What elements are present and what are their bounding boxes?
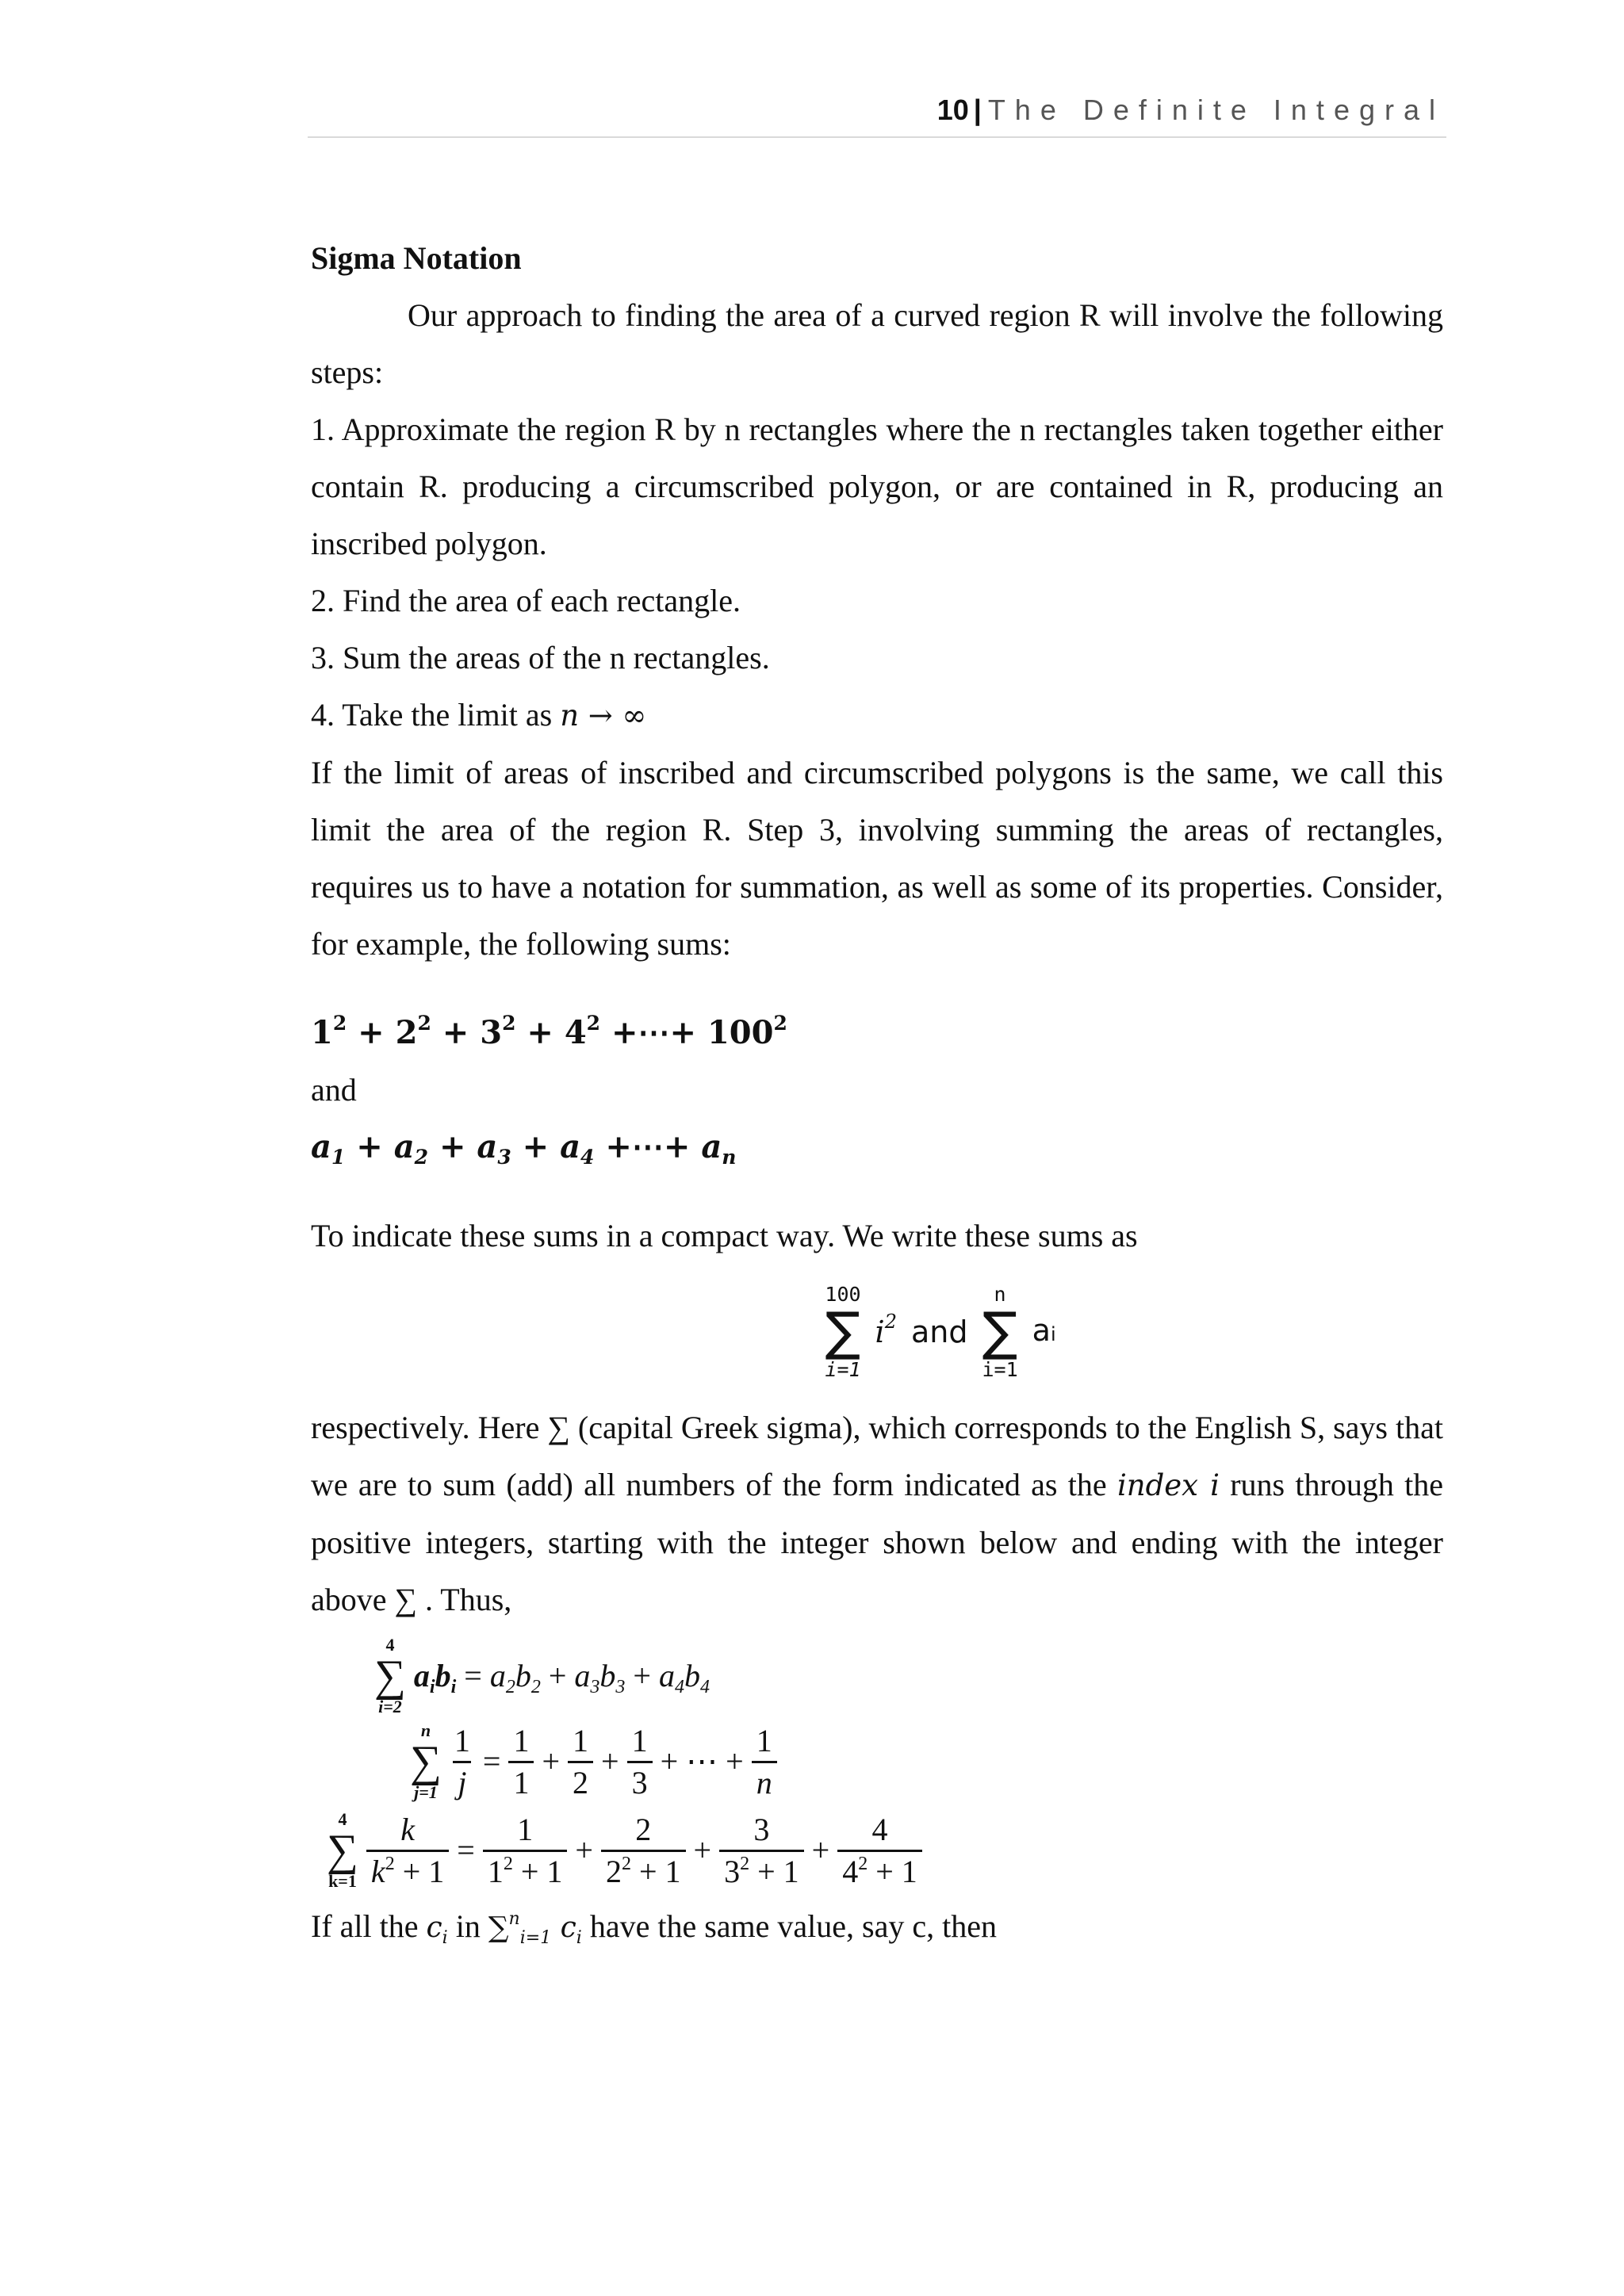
compact-sentence: To indicate these sums in a compact way. We write these sums as	[311, 1218, 1138, 1253]
final-text-1: If all the	[311, 1908, 419, 1944]
page-body	[311, 230, 1443, 1957]
step-4-limit: n → ∞	[560, 698, 647, 733]
sigma-2-lower: i=1	[982, 1358, 1018, 1381]
sum-of-squares-formula: $1^2 + 2^2 + 3^2 + 4^2$ +⋯+ $100^2$	[311, 1012, 787, 1051]
explanation-text-1: respectively. Here ∑ (capital Greek sigma), which corresponds to the English S, says that we are to sum (add) all numbers of the form indicated as the	[311, 1410, 1443, 1502]
index-i: index i	[1116, 1468, 1220, 1502]
sigma-notation-row	[311, 1265, 1443, 1399]
sigma-1	[825, 1284, 860, 1380]
final-text-2: in	[455, 1908, 481, 1944]
sigma-symbol: ∑	[982, 1301, 1018, 1362]
header-separator: |	[973, 94, 982, 126]
final-text-3: have the same value, say c, then	[589, 1908, 997, 1944]
sigma-1-lower: i=1	[825, 1358, 861, 1381]
sigma-1-term: $i^2$	[875, 1311, 897, 1349]
c-i: $c_i$	[426, 1911, 448, 1948]
running-header	[937, 94, 1445, 127]
step-2: 2. Find the area of each rectangle.	[311, 583, 741, 618]
header-rule	[308, 136, 1446, 138]
limit-paragraph: If the limit of areas of inscribed and circumscribed polygons is the same, we call this limit the area of the region R. Step 3, involving summing the areas of rectangles, requires us to have a notation for summation, as well as some of its properties. Consider, for example, the following sums:	[311, 755, 1443, 962]
step-1: 1. Approximate the region R by n rectangles where the n rectangles taken together either contain R. producing a circumscribed polygon, or are contained in R, producing an inscribed polygon.	[311, 411, 1443, 561]
step-4-text: 4. Take the limit as	[311, 697, 553, 733]
sigma-2-upper: n	[994, 1283, 1006, 1306]
section-heading: Sigma Notation	[311, 240, 522, 276]
running-title: The Definite Integral	[987, 94, 1445, 126]
intro-paragraph: Our approach to finding the area of a curved region R will involve the following steps:	[311, 297, 1443, 390]
sigma-2	[982, 1284, 1017, 1380]
sigma-2-term: ai	[1032, 1312, 1056, 1348]
example-3: 4 ∑ k=1 $\frac{k}{k^2 + 1}$ = $\frac{1}{1^2 + 1}$ + $\frac{2}{2^2 + 1}$ + $\frac{3}{3^2 + 1}$ + $\frac{4}{4^2 + 1}$	[327, 1811, 922, 1890]
step-4	[311, 687, 1443, 744]
example-1: 4 ∑ i=2 $a_ib_i$ = $a_2b_2$ + $a_3b_3$ + $a_4b_4$	[374, 1635, 710, 1716]
and-text: and	[311, 1072, 357, 1108]
step-3: 3. Sum the areas of the n rectangles.	[311, 640, 770, 675]
explanation-paragraph	[311, 1399, 1443, 1628]
sigma-symbol: ∑	[825, 1301, 861, 1362]
sequence-sum-formula: $a_1 + a_2 + a_3 + a_4$ +⋯+ $a_n$	[311, 1128, 737, 1169]
sigma-1-upper: 100	[825, 1283, 861, 1306]
final-sentence	[311, 1898, 1443, 1957]
examples-block	[311, 1628, 1443, 1898]
example-2: n ∑ j=1 $\frac{1}{j}$ = $\frac{1}{1}$ + $\frac{1}{2}$ + $\frac{1}{3}$ + ⋯ + $\frac{1}{n}$	[410, 1722, 777, 1801]
explanation-text-2: runs through the positive integers, starting with the integer shown below and ending with the integer above ∑ . Thus,	[311, 1467, 1444, 1617]
page-number: 10	[936, 94, 969, 126]
sigma-and: and	[910, 1314, 968, 1349]
inline-sum: ∑$^n_{i=1}$ $c_i$	[488, 1909, 582, 1948]
